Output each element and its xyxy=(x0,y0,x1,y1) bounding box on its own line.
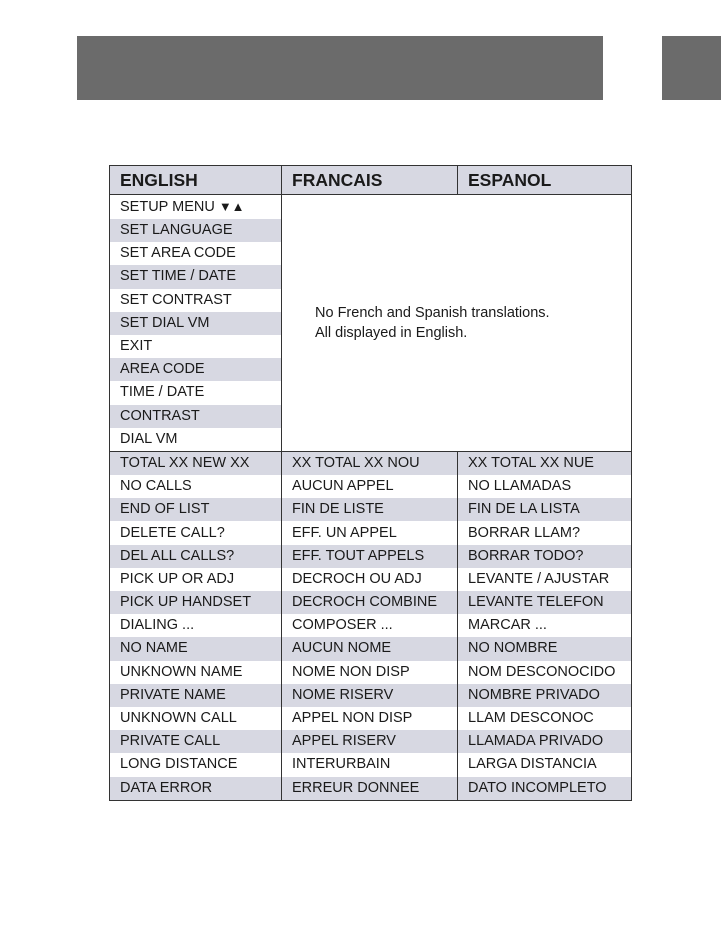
english-cell xyxy=(110,219,282,242)
table-row xyxy=(110,614,632,637)
table-row xyxy=(110,451,632,475)
english-text: SET AREA CODE xyxy=(120,245,236,262)
english-text: AREA CODE xyxy=(120,361,205,378)
english-cell: TOTAL XX NEW XX xyxy=(110,451,282,475)
english-text: SET DIAL VM xyxy=(120,314,210,331)
english-cell: END OF LIST xyxy=(110,498,282,521)
spanish-cell: LLAM DESCONOC xyxy=(458,707,632,730)
table-row xyxy=(110,498,632,521)
english-text: CONTRAST xyxy=(120,407,200,424)
spanish-cell: MARCAR ... xyxy=(458,614,632,637)
english-cell: UNKNOWN CALL xyxy=(110,707,282,730)
english-text: SETUP MENU xyxy=(120,199,215,215)
spanish-cell: NO NOMBRE xyxy=(458,637,632,660)
spanish-cell: LEVANTE / AJUSTAR xyxy=(458,568,632,591)
french-cell: AUCUN APPEL xyxy=(282,475,458,498)
table-row xyxy=(110,521,632,544)
english-cell: DATA ERROR xyxy=(110,777,282,801)
french-cell: EFF. TOUT APPELS xyxy=(282,545,458,568)
spanish-cell: LLAMADA PRIVADO xyxy=(458,730,632,753)
english-text: DIAL VM xyxy=(120,430,178,447)
english-cell xyxy=(110,242,282,265)
table-row xyxy=(110,730,632,753)
english-text: EXIT xyxy=(120,338,153,355)
french-cell: INTERURBAIN xyxy=(282,753,458,776)
french-cell: COMPOSER ... xyxy=(282,614,458,637)
spanish-cell: LARGA DISTANCIA xyxy=(458,753,632,776)
spanish-cell: LEVANTE TELEFON xyxy=(458,591,632,614)
table-row xyxy=(110,661,632,684)
header-francais: FRANCAIS xyxy=(282,166,458,195)
english-text: SET TIME / DATE xyxy=(120,268,237,285)
french-cell: XX TOTAL XX NOU xyxy=(282,451,458,475)
header-espanol: ESPANOL xyxy=(458,166,632,195)
english-text: SET LANGUAGE xyxy=(120,222,233,239)
french-cell: AUCUN NOME xyxy=(282,637,458,660)
english-cell xyxy=(110,335,282,358)
english-cell: NO NAME xyxy=(110,637,282,660)
note-line1: No French and Spanish translations. xyxy=(315,304,550,321)
up-down-arrows-icon: ▼▲ xyxy=(218,199,245,214)
table-row xyxy=(110,684,632,707)
english-cell: DEL ALL CALLS? xyxy=(110,545,282,568)
english-cell xyxy=(110,358,282,381)
french-cell: APPEL RISERV xyxy=(282,730,458,753)
english-cell: PICK UP HANDSET xyxy=(110,591,282,614)
english-cell: DELETE CALL? xyxy=(110,521,282,544)
french-cell: NOME NON DISP xyxy=(282,661,458,684)
header-english: ENGLISH xyxy=(110,166,282,195)
english-text: TIME / DATE xyxy=(120,384,205,401)
english-cell: LONG DISTANCE xyxy=(110,753,282,776)
english-cell xyxy=(110,195,282,220)
french-cell: NOME RISERV xyxy=(282,684,458,707)
spanish-cell: XX TOTAL XX NUE xyxy=(458,451,632,475)
english-cell xyxy=(110,381,282,404)
french-cell: FIN DE LISTE xyxy=(282,498,458,521)
table-row xyxy=(110,591,632,614)
table-row xyxy=(110,637,632,660)
table-row xyxy=(110,475,632,498)
header-row xyxy=(110,166,632,195)
table-body xyxy=(110,195,632,801)
english-cell: PICK UP OR ADJ xyxy=(110,568,282,591)
spanish-cell: BORRAR TODO? xyxy=(458,545,632,568)
spanish-cell: NOM DESCONOCIDO xyxy=(458,661,632,684)
table-row xyxy=(110,753,632,776)
english-cell: NO CALLS xyxy=(110,475,282,498)
page-side-tab xyxy=(662,36,721,100)
english-cell: PRIVATE CALL xyxy=(110,730,282,753)
table-row xyxy=(110,777,632,801)
spanish-cell: DATO INCOMPLETO xyxy=(458,777,632,801)
english-cell: UNKNOWN NAME xyxy=(110,661,282,684)
french-cell: DECROCH OU ADJ xyxy=(282,568,458,591)
table-row xyxy=(110,707,632,730)
spanish-cell: NOMBRE PRIVADO xyxy=(458,684,632,707)
french-cell: ERREUR DONNEE xyxy=(282,777,458,801)
note-line2: All displayed in English. xyxy=(315,324,468,341)
english-cell: PRIVATE NAME xyxy=(110,684,282,707)
english-cell xyxy=(110,265,282,288)
french-cell: APPEL NON DISP xyxy=(282,707,458,730)
spanish-cell: FIN DE LA LISTA xyxy=(458,498,632,521)
table-row xyxy=(110,195,632,220)
english-cell xyxy=(110,312,282,335)
english-cell xyxy=(110,428,282,452)
language-table xyxy=(109,165,632,801)
table-row xyxy=(110,545,632,568)
english-cell: DIALING ... xyxy=(110,614,282,637)
no-translation-note xyxy=(282,195,632,452)
spanish-cell: BORRAR LLAM? xyxy=(458,521,632,544)
section-header-bar xyxy=(77,36,603,100)
english-text: SET CONTRAST xyxy=(120,291,232,308)
english-cell xyxy=(110,289,282,312)
spanish-cell: NO LLAMADAS xyxy=(458,475,632,498)
french-cell: EFF. UN APPEL xyxy=(282,521,458,544)
english-cell xyxy=(110,405,282,428)
table-row xyxy=(110,568,632,591)
french-cell: DECROCH COMBINE xyxy=(282,591,458,614)
